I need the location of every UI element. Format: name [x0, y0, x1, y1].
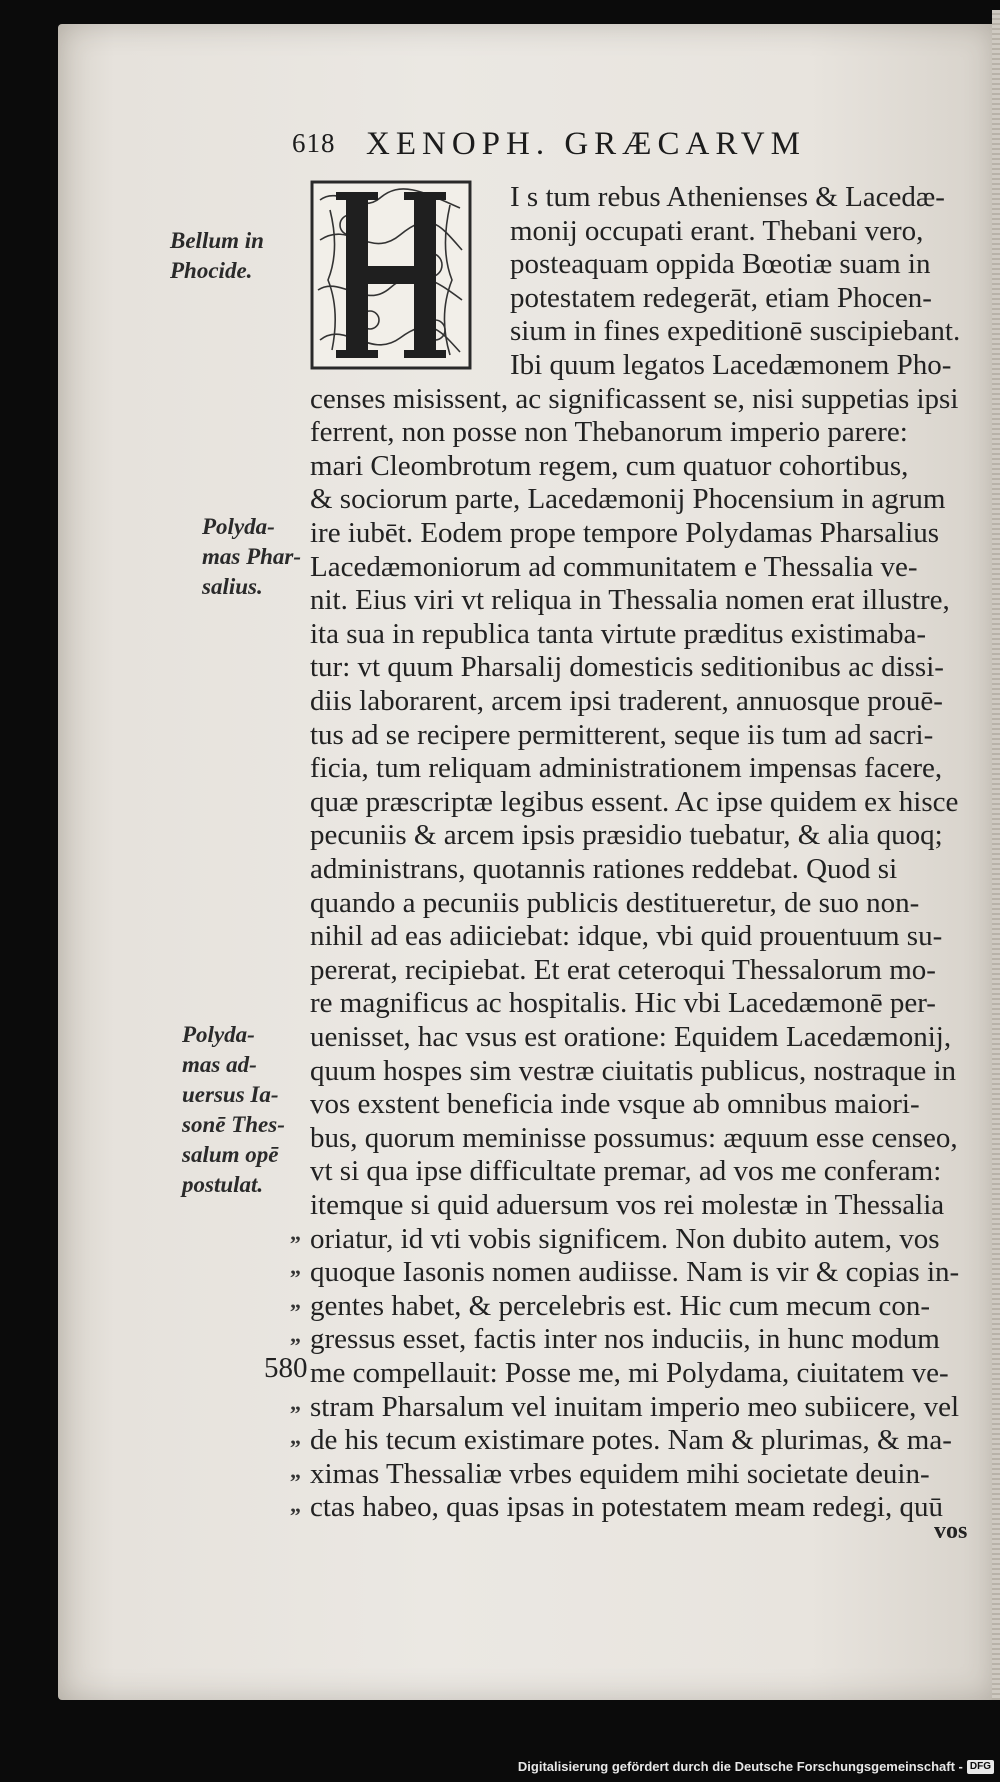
text-line: quoque Iasonis nomen audiisse. Nam is vir & copias in-	[310, 1256, 960, 1288]
text-line: stram Pharsalum vel inuitam imperio meo subiicere, vel	[310, 1391, 960, 1423]
margin-note-iasone: Polyda- mas ad- uersus Ia- sonē Thes- salum opē postulat.	[182, 1022, 285, 1197]
decorated-initial-h-icon	[310, 180, 472, 370]
text-line: ita sua in republica tanta virtute præditus existimaba-	[310, 618, 927, 650]
quote-mark: „	[290, 1492, 301, 1517]
text-line: censes misissent, ac significassent se, nisi suppetias ipsi	[310, 383, 959, 415]
text-line: sium in fines expeditionē suscipiebant.	[510, 315, 961, 347]
quote-mark: „	[290, 1322, 301, 1347]
text-line: mari Cleombrotum regem, cum quatuor cohortibus,	[310, 450, 909, 482]
text-line: pecuniis & arcem ipsis præsidio tuebatur, & alia quoq;	[310, 819, 943, 851]
quote-mark: „	[290, 1458, 301, 1483]
text-line: posteaquam oppida Bœotiæ suam in	[510, 248, 931, 280]
text-line: administrans, quotannis rationes reddebat. Quod si	[310, 853, 898, 885]
text-line: ire iubēt. Eodem prope tempore Polydamas Pharsalius	[310, 517, 939, 549]
catchword: vos	[934, 1518, 968, 1544]
text-line: quum hospes sim vestræ ciuitatis publicus, nostraque in	[310, 1055, 957, 1087]
text-line: vos exstent beneficia inde vsque ab omnibus maiori-	[310, 1088, 920, 1120]
text-line: vt si qua ipse difficultate premar, ad vos me conferam:	[310, 1155, 942, 1187]
quote-mark: „	[290, 1390, 301, 1415]
text-line: me compellauit: Posse me, mi Polydama, ciuitatem ve-	[310, 1357, 949, 1389]
text-line: gressus esset, factis inter nos induciis, in hunc modum	[310, 1323, 940, 1355]
text-line: pererat, recipiebat. Et erat ceteroqui Thessalorum mo-	[310, 954, 936, 986]
text-line: ferrent, non posse non Thebanorum imperio parere:	[310, 416, 908, 448]
text-line: & sociorum parte, Lacedæmonij Phocensium in agrum	[310, 483, 946, 515]
text-line: monij occupati erant. Thebani vero,	[510, 215, 924, 247]
margin-note-bellum: Bellum in Phocide.	[170, 228, 264, 283]
quote-mark: „	[290, 1254, 301, 1279]
text-line: tur: vt quum Pharsalij domesticis seditionibus ac dissi-	[310, 651, 944, 683]
running-title: XENOPH. GRÆCARVM	[366, 126, 806, 162]
text-line: de his tecum existimare potes. Nam & plurimas, & ma-	[310, 1424, 952, 1456]
text-line: Lacedæmoniorum ad communitatem e Thessalia ve-	[310, 551, 918, 583]
text-line: quando a pecuniis publicis destitueretur, de suo non-	[310, 887, 920, 919]
footer-text: Digitalisierung gefördert durch die Deutsche Forschungsgemeinschaft -	[517, 1759, 963, 1774]
text-line: re magnificus ac hospitalis. Hic vbi Lacedæmonē per-	[310, 987, 936, 1019]
dfg-logo-icon: DFG	[967, 1760, 994, 1774]
text-line: diis laborarent, arcem ipsi traderent, annuosque prouē-	[310, 685, 943, 717]
margin-note-polydamas: Polyda- mas Phar- salius.	[202, 514, 302, 599]
footer-credit	[518, 1759, 994, 1774]
quote-mark: „	[290, 1288, 301, 1313]
text-line: I s tum rebus Athenienses & Lacedæ-	[510, 181, 945, 213]
text-line: potestatem redegerāt, etiam Phocen-	[510, 282, 932, 314]
line-number: 580	[264, 1352, 308, 1384]
quote-mark: „	[290, 1424, 301, 1449]
text-line: nihil ad eas adiiciebat: idque, vbi quid prouentuum su-	[310, 920, 943, 952]
text-line: nit. Eius viri vt reliqua in Thessalia nomen erat illustre,	[310, 584, 950, 616]
text-line: ctas habeo, quas ipsas in potestatem meam redegi, quū	[310, 1491, 943, 1523]
text-line: ficia, tum reliquam administrationem impensas facere,	[310, 752, 943, 784]
text-line: gentes habet, & percelebris est. Hic cum mecum con-	[310, 1290, 931, 1322]
text-line: Ibi quum legatos Lacedæmonem Pho-	[510, 349, 952, 381]
text-line: quæ præscriptæ legibus essent. Ac ipse quidem ex hisce	[310, 786, 959, 818]
text-line: oriatur, id vti vobis significem. Non dubito autem, vos	[310, 1223, 940, 1255]
text-line: itemque si quid aduersum vos rei molestæ in Thessalia	[310, 1189, 945, 1221]
page-edge-stack	[992, 10, 1000, 1700]
running-header	[292, 126, 904, 170]
text-line: bus, quorum meminisse possumus: æquum esse censeo,	[310, 1122, 958, 1154]
page-number: 618	[292, 128, 336, 158]
text-line: tus ad se recipere permitterent, seque iis tum ad sacri-	[310, 719, 934, 751]
text-line: uenisset, hac vsus est oratione: Equidem Lacedæmonij,	[310, 1021, 952, 1053]
decorated-initial	[310, 180, 472, 370]
text-line: ximas Thessaliæ vrbes equidem mihi societate deuin-	[310, 1458, 930, 1490]
quote-mark: „	[290, 1220, 301, 1245]
